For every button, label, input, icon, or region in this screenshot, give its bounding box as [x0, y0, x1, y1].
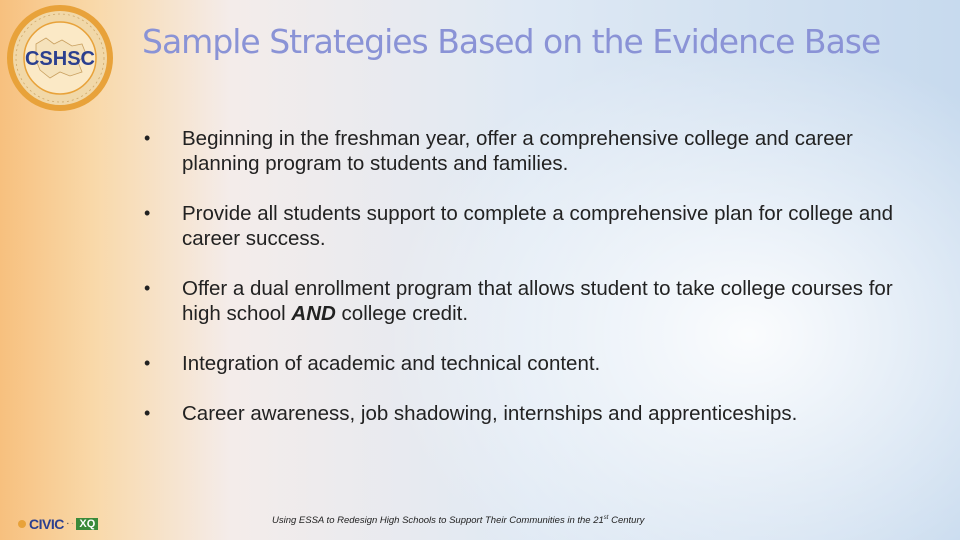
bullet-text: Integration of academic and technical content.: [182, 352, 601, 375]
bullet-marker: •: [144, 203, 151, 223]
bullet-item: [142, 276, 932, 326]
footer-text: Using ESSA to Redesign High Schools to Support Their Communities in the 21: [272, 515, 604, 527]
cshsc-logo: [6, 4, 114, 112]
bullet-item: [142, 351, 932, 376]
footer-text-end: Century: [608, 515, 645, 527]
bullet-item: [142, 126, 932, 176]
bullet-text: Provide all students support to complete a comprehensive plan for college and career success.: [182, 202, 894, 250]
bullet-marker: •: [144, 403, 151, 423]
bullet-text-before: Offer a dual enrollment program that allows student to take college courses for high school: [182, 277, 893, 325]
bullet-item: [142, 201, 932, 251]
xq-logo: XQ: [76, 518, 98, 530]
bullet-marker: •: [144, 353, 151, 373]
bullet-marker: •: [144, 278, 151, 298]
partner-logos: [18, 515, 158, 533]
bullet-item: [142, 401, 932, 426]
partner-dot-icon: [18, 520, 26, 528]
bullet-text-after: college credit.: [335, 302, 469, 325]
footer-sup: st: [603, 515, 609, 521]
bullet-text: Career awareness, job shadowing, internships and apprenticeships.: [182, 402, 798, 425]
civic-logo: CIVIC: [29, 516, 64, 532]
partner-mark-icon: ▪: [66, 521, 69, 527]
bullet-text: Beginning in the freshman year, offer a comprehensive college and career planning program to students and families.: [182, 127, 853, 175]
bullet-list: [142, 126, 932, 426]
bullet-marker: •: [144, 128, 151, 148]
slide-title: Sample Strategies Based on the Evidence Base: [142, 22, 881, 61]
slide-footer: [272, 515, 644, 526]
cshsc-logo-graphic: [6, 4, 114, 112]
bullet-emphasis: AND: [291, 302, 336, 325]
partner-mark-icon: ◦: [71, 521, 74, 527]
logo-text: CSHSC: [24, 48, 96, 70]
